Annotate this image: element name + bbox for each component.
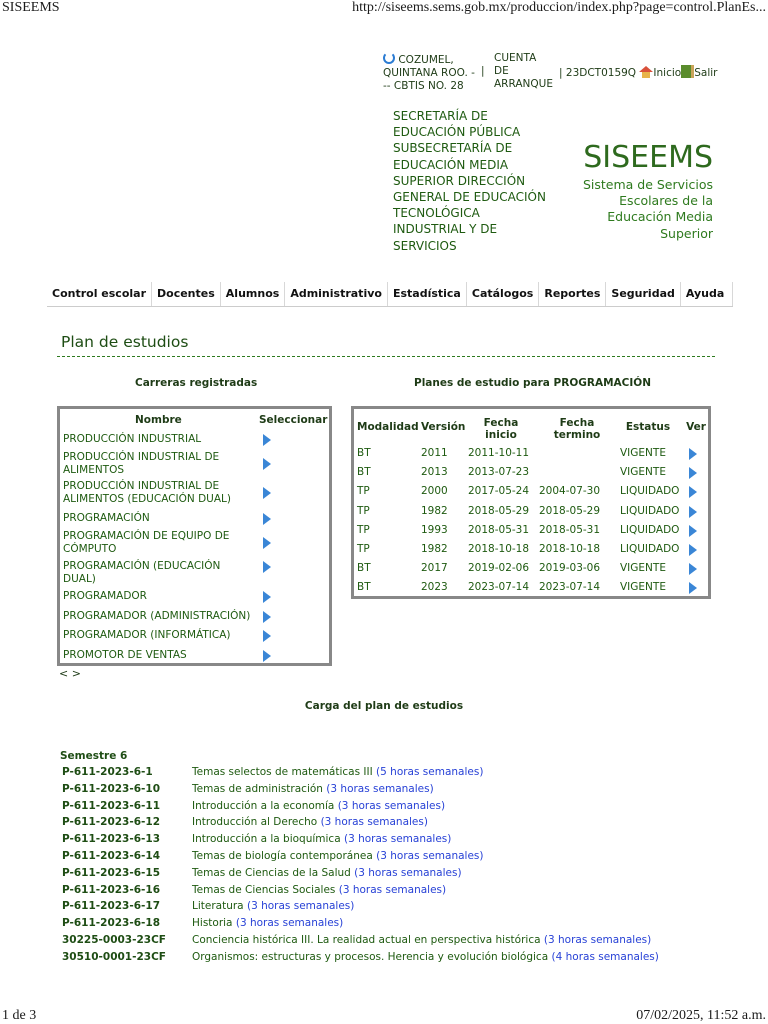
page-title: Plan de estudios bbox=[61, 333, 189, 351]
select-arrow-icon[interactable] bbox=[263, 458, 271, 470]
subject-code: P-611-2023-6-11 bbox=[62, 799, 161, 812]
col-header-2: Fecha inicio bbox=[483, 417, 519, 441]
subject-name: Introducción a la economía bbox=[192, 799, 335, 812]
title-divider bbox=[57, 356, 715, 357]
school-location bbox=[383, 52, 475, 93]
select-arrow-icon[interactable] bbox=[263, 537, 271, 549]
nav-item-ayuda[interactable]: Ayuda bbox=[681, 282, 733, 306]
brand-logo: SISEEMS bbox=[583, 140, 713, 175]
plan-fecha-termino: 2023-07-14 bbox=[539, 581, 601, 594]
carrera-name: PROGRAMADOR bbox=[63, 590, 147, 602]
brand-subtitle: Sistema de Servicios Escolares de la Educación Media Superior bbox=[582, 177, 713, 241]
select-arrow-icon[interactable] bbox=[263, 434, 271, 446]
select-arrow-icon[interactable] bbox=[263, 591, 271, 603]
plan-fecha-termino: 2018-05-31 bbox=[539, 523, 601, 536]
select-arrow-icon[interactable] bbox=[263, 513, 271, 525]
select-arrow-icon[interactable] bbox=[263, 650, 271, 662]
plan-estatus: VIGENTE bbox=[620, 562, 666, 575]
subject-name: Introducción al Derecho bbox=[192, 816, 318, 829]
subject-name: Conciencia histórica III. La realidad actual en perspectiva histórica bbox=[192, 934, 541, 946]
subject-hours-link[interactable]: (3 horas semanales) bbox=[246, 900, 355, 913]
carrera-name: PRODUCCIÓN INDUSTRIAL DE ALIMENTOS bbox=[63, 451, 220, 476]
carreras-pager[interactable]: < > bbox=[59, 667, 81, 680]
print-datetime: 07/02/2025, 11:52 a.m. bbox=[636, 1008, 766, 1023]
carrera-name: PROGRAMADOR (ADMINISTRACIÓN) bbox=[63, 610, 251, 622]
logout-link[interactable] bbox=[681, 67, 717, 79]
plan-modalidad: TP bbox=[357, 504, 370, 517]
subject-name: Introducción a la bioquímica bbox=[192, 833, 341, 846]
plan-estatus: LIQUIDADO bbox=[620, 504, 680, 517]
home-link[interactable] bbox=[639, 67, 681, 79]
nav-item-control-escolar[interactable]: Control escolar bbox=[47, 282, 152, 306]
nav-item-administrativo[interactable]: Administrativo bbox=[285, 282, 388, 306]
col-header-5: Ver bbox=[686, 421, 706, 433]
carrera-name: PROGRAMADOR (INFORMÁTICA) bbox=[63, 629, 231, 641]
separator: | bbox=[481, 65, 485, 77]
subject-row bbox=[192, 917, 343, 929]
plan-fecha-inicio: 2018-10-18 bbox=[468, 543, 530, 555]
plan-modalidad: TP bbox=[357, 523, 370, 536]
plan-modalidad: BT bbox=[357, 581, 371, 594]
refresh-icon[interactable] bbox=[383, 52, 395, 64]
subject-row bbox=[192, 900, 354, 912]
select-arrow-icon[interactable] bbox=[263, 630, 271, 642]
subject-row bbox=[192, 816, 428, 828]
view-plan-arrow-icon[interactable] bbox=[689, 448, 697, 460]
semestre-heading: Semestre 6 bbox=[60, 750, 128, 762]
carrera-name: PROGRAMACIÓN (EDUCACIÓN DUAL) bbox=[63, 560, 221, 585]
school-location-text: COZUMEL, QUINTANA ROO. --- CBTIS NO. 28 bbox=[383, 54, 475, 92]
plan-fecha-inicio: 2018-05-31 bbox=[468, 523, 530, 536]
plan-fecha-inicio: 2019-02-06 bbox=[468, 562, 530, 575]
view-plan-arrow-icon[interactable] bbox=[689, 506, 697, 518]
nav-item-seguridad[interactable]: Seguridad bbox=[606, 282, 680, 306]
carreras-table bbox=[57, 406, 332, 666]
plan-estatus: VIGENTE bbox=[620, 447, 666, 459]
view-plan-arrow-icon[interactable] bbox=[689, 563, 697, 575]
planes-label: Planes de estudio para PROGRAMACIÓN bbox=[414, 377, 651, 389]
subject-row bbox=[192, 850, 484, 862]
subject-row bbox=[192, 783, 434, 795]
subject-code: P-611-2023-6-16 bbox=[62, 883, 161, 896]
subject-code: P-611-2023-6-17 bbox=[62, 900, 161, 913]
plan-version: 2013 bbox=[421, 466, 448, 479]
subject-name: Temas de Ciencias de la Salud bbox=[192, 866, 351, 879]
plan-fecha-inicio: 2011-10-11 bbox=[468, 447, 530, 459]
account-code-bar: | 23DCT0159Q Inicio Salir bbox=[559, 67, 718, 79]
plan-fecha-inicio: 2017-05-24 bbox=[468, 485, 530, 498]
plan-estatus: LIQUIDADO bbox=[620, 485, 680, 498]
subject-hours-link[interactable]: (3 horas semanales) bbox=[543, 934, 652, 946]
plan-modalidad: TP bbox=[357, 485, 370, 498]
carrera-name: PRODUCCIÓN INDUSTRIAL DE ALIMENTOS (EDUCACIÓN DUAL) bbox=[63, 480, 231, 505]
subject-hours-link[interactable]: (3 horas semanales) bbox=[235, 917, 344, 930]
print-page-number: 1 de 3 bbox=[2, 1008, 37, 1023]
exit-icon bbox=[681, 65, 694, 78]
subject-code: P-611-2023-6-10 bbox=[62, 782, 161, 795]
plan-fecha-inicio: 2018-05-29 bbox=[468, 504, 530, 517]
subject-hours-link[interactable]: (3 horas semanales) bbox=[376, 850, 484, 862]
carreras-label: Carreras registradas bbox=[135, 377, 258, 389]
plan-estatus: LIQUIDADO bbox=[620, 523, 680, 536]
subject-code: P-611-2023-6-12 bbox=[62, 816, 161, 829]
subject-name: Temas selectos de matemáticas III bbox=[192, 766, 373, 778]
carrera-name: PROMOTOR DE VENTAS bbox=[63, 649, 187, 661]
carrera-name: PRODUCCIÓN INDUSTRIAL bbox=[63, 433, 202, 445]
plan-modalidad: TP bbox=[357, 543, 370, 555]
col-header-1: Versión bbox=[421, 421, 466, 433]
print-title: SISEEMS bbox=[2, 0, 60, 15]
col-header-3: Fecha termino bbox=[553, 417, 601, 441]
subject-code: P-611-2023-6-1 bbox=[62, 766, 153, 778]
subject-name: Temas de Ciencias Sociales bbox=[192, 883, 336, 896]
plan-estatus: LIQUIDADO bbox=[620, 543, 680, 555]
view-plan-arrow-icon[interactable] bbox=[689, 544, 697, 556]
col-header-4: Estatus bbox=[625, 421, 671, 433]
view-plan-arrow-icon[interactable] bbox=[689, 467, 697, 479]
nav-item-docentes[interactable]: Docentes bbox=[152, 282, 221, 306]
nav-item-estadistica[interactable]: Estadística bbox=[388, 282, 467, 306]
col-header-nombre: Nombre bbox=[135, 414, 182, 426]
main-nav bbox=[47, 282, 733, 307]
subject-code: P-611-2023-6-18 bbox=[62, 917, 161, 930]
print-url: http://siseems.sems.gob.mx/produccion/index.php?page=control.PlanEs... bbox=[352, 0, 766, 15]
plan-version: 1993 bbox=[421, 523, 448, 536]
plan-version: 1982 bbox=[421, 504, 448, 517]
plan-fecha-termino: 2018-05-29 bbox=[539, 504, 601, 517]
subject-row bbox=[192, 934, 651, 946]
subject-row bbox=[192, 800, 445, 812]
plan-version: 2017 bbox=[421, 562, 448, 575]
subject-name: Temas de administración bbox=[192, 782, 323, 795]
plan-fecha-inicio: 2023-07-14 bbox=[468, 581, 530, 594]
subject-row bbox=[192, 833, 451, 845]
plan-estatus: VIGENTE bbox=[620, 466, 666, 479]
nav-item-catalogos[interactable]: Catálogos bbox=[467, 282, 539, 306]
subject-row bbox=[192, 884, 446, 896]
col-header-seleccionar: Seleccionar bbox=[259, 414, 328, 426]
subject-code: P-611-2023-6-14 bbox=[62, 850, 161, 862]
subject-row bbox=[192, 867, 462, 879]
subject-name: Literatura bbox=[192, 900, 244, 913]
plan-version: 1982 bbox=[421, 543, 448, 555]
plan-estatus: VIGENTE bbox=[620, 581, 666, 594]
view-plan-arrow-icon[interactable] bbox=[689, 486, 697, 498]
planes-table bbox=[351, 406, 711, 599]
plan-modalidad: BT bbox=[357, 562, 371, 575]
plan-fecha-inicio: 2013-07-23 bbox=[468, 466, 530, 479]
home-label: Inicio bbox=[653, 67, 682, 79]
subject-code: P-611-2023-6-15 bbox=[62, 866, 161, 879]
subject-code: 30510-0001-23CF bbox=[62, 950, 166, 963]
school-code: 23DCT0159Q bbox=[565, 67, 637, 79]
view-plan-arrow-icon[interactable] bbox=[689, 525, 697, 537]
plan-version: 2011 bbox=[421, 447, 448, 459]
subject-hours-link[interactable]: (3 horas semanales) bbox=[326, 782, 434, 795]
select-arrow-icon[interactable] bbox=[263, 487, 271, 499]
subject-hours-link[interactable]: (5 horas semanales) bbox=[376, 766, 484, 778]
subject-row bbox=[192, 951, 659, 963]
plan-version: 2023 bbox=[421, 581, 448, 594]
select-arrow-icon[interactable] bbox=[263, 561, 271, 573]
view-plan-arrow-icon[interactable] bbox=[689, 582, 697, 594]
subject-hours-link[interactable]: (3 horas semanales) bbox=[343, 833, 452, 846]
plan-modalidad: BT bbox=[357, 466, 371, 479]
account-name: CUENTA DE ARRANQUE bbox=[494, 52, 553, 90]
subject-hours-link[interactable]: (3 horas semanales) bbox=[338, 883, 447, 896]
carga-label: Carga del plan de estudios bbox=[304, 700, 464, 712]
nav-item-alumnos[interactable]: Alumnos bbox=[221, 282, 286, 306]
subject-code: 30225-0003-23CF bbox=[62, 934, 166, 946]
home-icon bbox=[639, 66, 653, 78]
subject-name: Organismos: estructuras y procesos. Herencia y evolución biológica bbox=[192, 950, 549, 963]
subject-hours-link[interactable]: (3 horas semanales) bbox=[320, 816, 428, 829]
organization-name: SECRETARÍA DE EDUCACIÓN PÚBLICA SUBSECRETARÍA DE EDUCACIÓN MEDIA SUPERIOR DIRECCIÓN GENERAL DE EDUCACIÓN TECNOLÓGICA INDUSTRIAL Y DE SERVICIOS bbox=[393, 109, 546, 253]
subject-hours-link[interactable]: (3 horas semanales) bbox=[337, 799, 446, 812]
subject-hours-link[interactable]: (4 horas semanales) bbox=[551, 950, 659, 963]
subject-row bbox=[192, 766, 483, 778]
subject-name: Temas de biología contemporánea bbox=[192, 850, 373, 862]
subject-name: Historia bbox=[192, 917, 233, 930]
subject-code: P-611-2023-6-13 bbox=[62, 833, 161, 846]
carrera-name: PROGRAMACIÓN bbox=[63, 512, 150, 524]
plan-fecha-termino: 2018-10-18 bbox=[539, 543, 601, 555]
nav-item-reportes[interactable]: Reportes bbox=[539, 282, 606, 306]
plan-modalidad: BT bbox=[357, 447, 371, 459]
subject-hours-link[interactable]: (3 horas semanales) bbox=[354, 866, 462, 879]
plan-version: 2000 bbox=[421, 485, 448, 498]
plan-fecha-termino: 2004-07-30 bbox=[539, 485, 601, 498]
select-arrow-icon[interactable] bbox=[263, 611, 271, 623]
col-header-0: Modalidad bbox=[357, 421, 419, 433]
plan-fecha-termino: 2019-03-06 bbox=[539, 562, 601, 575]
logout-label: Salir bbox=[694, 67, 718, 79]
carrera-name: PROGRAMACIÓN DE EQUIPO DE CÓMPUTO bbox=[63, 530, 230, 555]
